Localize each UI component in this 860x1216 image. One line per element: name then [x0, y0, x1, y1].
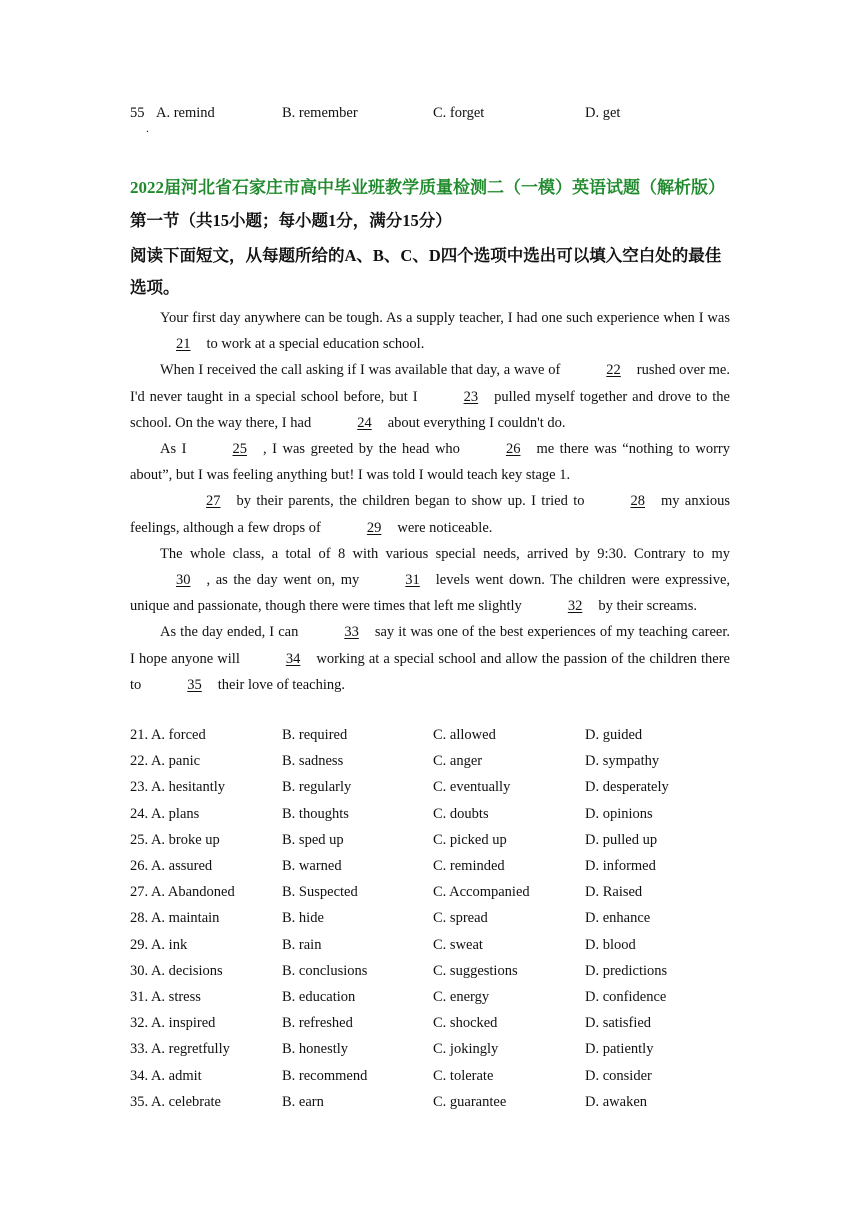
option-a: 24. A. plans [130, 805, 200, 822]
passage-text: working at a special school and allow the passion of the children there to [130, 650, 730, 693]
option-d: D. confidence [585, 989, 667, 1005]
passage-text: As I [160, 441, 187, 458]
option-c: C. guarantee [433, 1093, 507, 1110]
passage-text: pulled myself together and drove to the school. On the way there, I had [130, 388, 730, 431]
option-a: 27. A. Abandoned [130, 884, 235, 901]
blank-number: 25 [232, 441, 247, 458]
option-a: 22. A. panic [130, 753, 201, 770]
option-d: D. opinions [585, 805, 653, 822]
option-a: 26. A. assured [130, 858, 213, 874]
option-d: D. informed [585, 858, 656, 874]
passage-paragraph [130, 436, 730, 488]
option-c: C. eventually [433, 779, 511, 796]
option-b: B. thoughts [282, 805, 349, 822]
option-b: B. refreshed [282, 1015, 353, 1032]
blank-26 [460, 436, 537, 462]
blank-29 [321, 515, 398, 541]
blank-30 [130, 567, 207, 593]
option-c: C. suggestions [433, 962, 518, 979]
option-b: B. rain [282, 936, 322, 953]
option-b: B. required [282, 727, 348, 743]
blank-number: 34 [285, 650, 301, 667]
passage-text: Your first day anywhere can be tough. As a supply teacher, I had one such experience when I was [160, 310, 730, 326]
prev-option-c: C. forget [433, 105, 485, 121]
option-b: B. Suspected [282, 884, 358, 901]
option-d: D. enhance [585, 910, 651, 927]
blank-number: 29 [366, 519, 382, 536]
passage-paragraph [130, 541, 730, 620]
blank-number: 23 [463, 388, 479, 405]
blank-33 [298, 619, 375, 645]
passage-paragraph [130, 357, 730, 436]
blank-32 [522, 593, 599, 619]
option-d: D. guided [585, 727, 643, 743]
blank-number: 28 [630, 493, 646, 510]
blank-35 [141, 672, 218, 698]
option-d: D. satisfied [585, 1015, 652, 1032]
blank-27 [160, 488, 237, 514]
passage-text: rushed over me. I'd never taught in a special school before, but I [130, 362, 730, 405]
option-a: 34. A. admit [130, 1067, 202, 1084]
option-c: C. shocked [433, 1015, 498, 1032]
option-d: D. patiently [585, 1041, 654, 1058]
passage-text: levels went down. The children were expressive, unique and passionate, though there were times that left me slightly [130, 572, 730, 615]
option-c: C. allowed [433, 727, 496, 743]
prev-option-b: B. remember [282, 105, 358, 121]
passage-text: their love of teaching. [217, 676, 346, 693]
option-a: 31. A. stress [130, 989, 201, 1005]
option-c: C. doubts [433, 805, 489, 822]
option-b: B. warned [282, 858, 342, 874]
blank-number: 27 [206, 493, 221, 510]
prev-option-d: D. get [585, 105, 621, 121]
passage-text: The whole class, a total of 8 with various special needs, arrived by 9:30. Contrary to my [160, 545, 730, 562]
option-d: D. pulled up [585, 831, 658, 848]
instructions: 阅读下面短文，从每题所给的A、B、C、D四个选项中选出可以填入空白处的最佳选项。 [130, 246, 722, 297]
option-c: C. spread [433, 910, 488, 927]
blank-number: 22 [606, 362, 621, 379]
passage-text: were noticeable. [397, 519, 493, 536]
option-b: B. hide [282, 910, 324, 927]
option-a: 35. A. celebrate [130, 1093, 221, 1110]
cloze-passage [130, 305, 730, 698]
blank-number: 21 [176, 336, 191, 353]
blank-number: 32 [567, 598, 583, 615]
option-d: D. desperately [585, 779, 669, 796]
option-a: 21. A. forced [130, 727, 206, 743]
option-c: C. Accompanied [433, 884, 530, 901]
exam-title: 2022届河北省石家庄市高中毕业班教学质量检测二（一模）英语试题（解析版） [130, 178, 725, 197]
section-heading: 第一节（共15小题；每小题1分，满分15分） [130, 211, 452, 230]
blank-number: 30 [176, 572, 191, 589]
blank-number: 31 [405, 572, 420, 589]
option-d: D. Raised [585, 884, 643, 901]
prev-question-number: 55 [130, 105, 145, 121]
option-c: C. picked up [433, 831, 507, 848]
passage-text: me there was “nothing to worry about”, but I was feeling anything but! I was told I would teach key stage 1. [130, 441, 730, 484]
option-c: C. anger [433, 753, 483, 770]
blank-31 [359, 567, 436, 593]
blank-25 [186, 436, 263, 462]
passage-text: , I was greeted by the head who [262, 441, 460, 458]
option-b: B. conclusions [282, 962, 368, 979]
passage-text: my anxious feelings, although a few drops of [130, 493, 731, 536]
passage-text: to work at a special education school. [206, 336, 425, 353]
option-c: C. reminded [433, 858, 505, 874]
option-d: D. consider [585, 1067, 652, 1084]
option-c: C. energy [433, 989, 490, 1005]
blank-23 [418, 384, 495, 410]
blank-21 [130, 331, 207, 357]
passage-text: When I received the call asking if I was available that day, a wave of [160, 362, 561, 379]
option-a: 23. A. hesitantly [130, 779, 226, 796]
option-b: B. honestly [282, 1041, 349, 1058]
option-a: 32. A. inspired [130, 1015, 216, 1032]
blank-number: 24 [357, 414, 372, 431]
option-a: 25. A. broke up [130, 831, 220, 848]
option-a: 28. A. maintain [130, 910, 220, 927]
option-b: B. recommend [282, 1067, 368, 1084]
passage-text: , as the day went on, my [206, 572, 360, 589]
option-b: B. education [282, 989, 356, 1005]
option-a: 29. A. ink [130, 936, 188, 953]
option-b: B. sped up [282, 831, 344, 848]
blank-34 [240, 646, 317, 672]
passage-text: say it was one of the best experiences of my teaching career. I hope anyone will [130, 624, 730, 667]
option-a: 33. A. regretfully [130, 1041, 230, 1058]
passage-paragraph [130, 619, 730, 698]
stray-dot: . [146, 121, 149, 135]
option-b: B. earn [282, 1093, 324, 1110]
option-d: D. predictions [585, 962, 668, 979]
prev-option-a: A. remind [156, 105, 215, 121]
blank-22 [560, 357, 637, 383]
blank-number: 35 [187, 676, 202, 693]
passage-text: about everything I couldn't do. [387, 414, 566, 431]
option-c: C. jokingly [433, 1041, 499, 1058]
passage-paragraph [130, 305, 730, 357]
passage-paragraph [130, 488, 730, 540]
blank-28 [585, 488, 662, 514]
passage-text: As the day ended, I can [160, 624, 299, 641]
option-d: D. blood [585, 936, 636, 953]
option-d: D. awaken [585, 1093, 648, 1110]
option-d: D. sympathy [585, 753, 660, 770]
option-a: 30. A. decisions [130, 962, 223, 979]
option-b: B. sadness [282, 753, 344, 770]
passage-text: by their screams. [598, 598, 697, 615]
blank-24 [311, 410, 388, 436]
option-b: B. regularly [282, 779, 352, 796]
passage-text: by their parents, the children began to show up. I tried to [236, 493, 585, 510]
blank-number: 26 [505, 441, 521, 458]
option-c: C. sweat [433, 936, 483, 953]
option-c: C. tolerate [433, 1067, 494, 1084]
blank-number: 33 [344, 624, 359, 641]
